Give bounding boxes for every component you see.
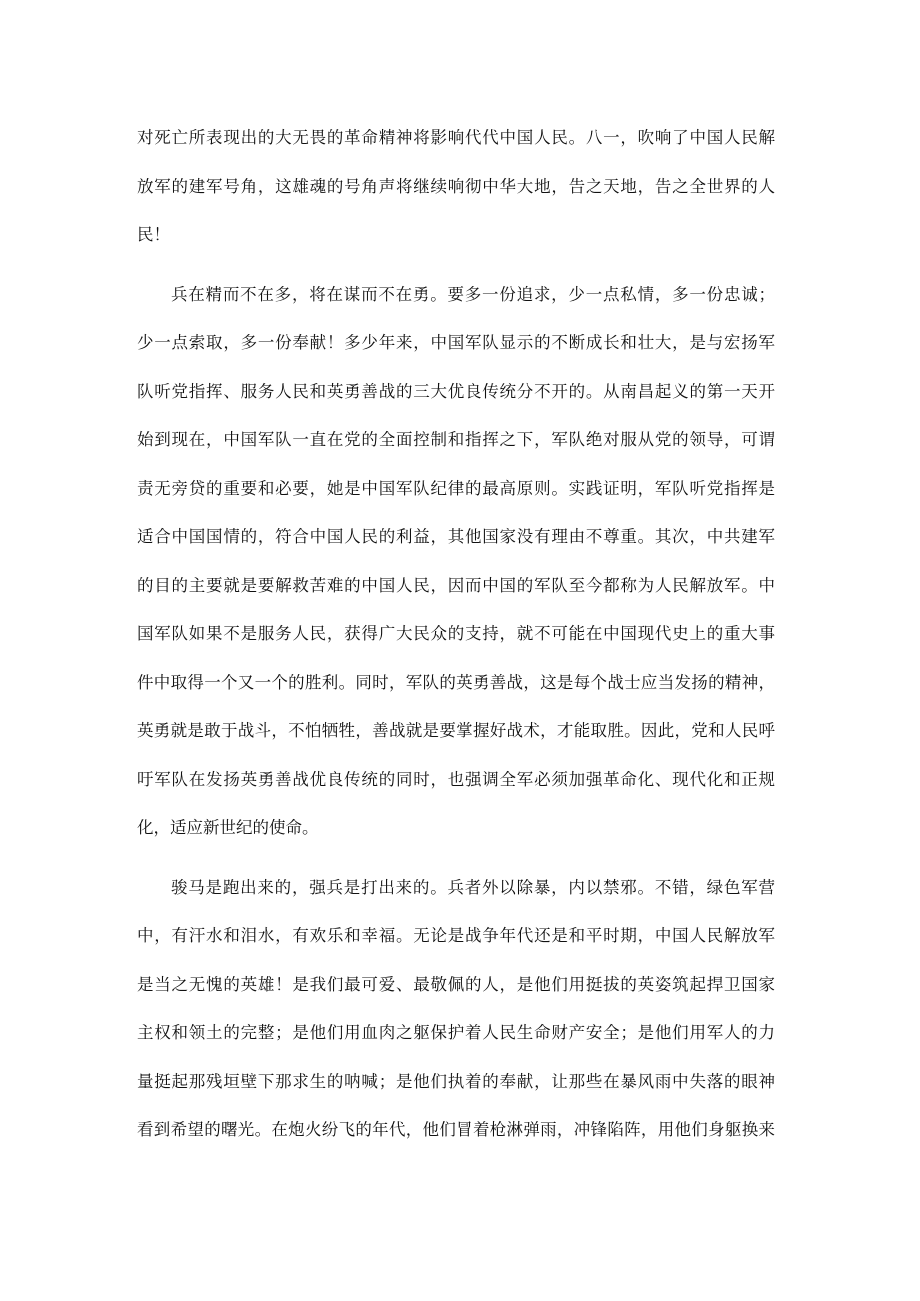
text-line: 吁军队在发扬英勇善战优良传统的同时，也强调全军必须加强革命化、现代化和正规 — [137, 769, 775, 789]
text-line: 骏马是跑出来的，强兵是打出来的。兵者外以除暴，内以禁邪。不错，绿色军营 — [171, 877, 775, 897]
text-line: 对死亡所表现出的大无畏的革命精神将影响代代中国人民。八一，吹响了中国人民解 — [137, 128, 775, 147]
text-line: 主权和领土的完整；是他们用血肉之躯保护着人民生命财产安全；是他们用军人的力 — [137, 1023, 775, 1042]
text-line: 的目的主要就是要解救苦难的中国人民，因而中国的军队至今都称为人民解放军。中 — [137, 575, 775, 595]
text-line: 是当之无愧的英雄！是我们最可爱、最敬佩的人，是他们用挺拔的英姿筑起捍卫国家 — [137, 974, 775, 994]
text-line: 国军队如果不是服务人民，获得广大民众的支持，就不可能在中国现代史上的重大事 — [137, 624, 775, 643]
paragraph-2 — [137, 271, 775, 853]
text-line: 化，适应新世纪的使命。 — [137, 818, 319, 837]
document-page — [137, 114, 775, 1166]
text-line: 责无旁贷的重要和必要，她是中国军队纪律的最高原则。实践证明，军队听党指挥是 — [137, 478, 775, 498]
text-line: 队听党指挥、服务人民和英勇善战的三大优良传统分不开的。从南昌起义的第一天开 — [137, 381, 775, 401]
text-line: 民！ — [137, 225, 170, 244]
text-line: 适合中国国情的，符合中国人民的利益，其他国家没有理由不尊重。其次，中共建军 — [137, 527, 775, 546]
paragraph-1 — [137, 114, 775, 260]
paragraph-3 — [137, 864, 775, 1155]
text-line: 件中取得一个又一个的胜利。同时，军队的英勇善战，这是每个战士应当发扬的精神， — [137, 672, 775, 692]
text-line: 少一点索取，多一份奉献！多少年来，中国军队显示的不断成长和壮大，是与宏扬军 — [137, 333, 775, 352]
text-line: 兵在精而不在多，将在谋而不在勇。要多一份追求，少一点私情，多一份忠诚； — [171, 284, 775, 304]
text-line: 中，有汗水和泪水，有欢乐和幸福。无论是战争年代还是和平时期，中国人民解放军 — [137, 926, 775, 945]
text-line: 看到希望的曙光。在炮火纷飞的年代，他们冒着枪淋弹雨，冲锋陷阵，用他们身躯换来 — [137, 1120, 775, 1139]
text-line: 始到现在，中国军队一直在党的全面控制和指挥之下，军队绝对服从党的领导，可谓 — [137, 430, 775, 449]
text-line: 英勇就是敢于战斗，不怕牺牲，善战就是要掌握好战术，才能取胜。因此，党和人民呼 — [137, 721, 775, 740]
text-line: 量挺起那残垣壁下那求生的呐喊；是他们执着的奉献，让那些在暴风雨中失落的眼神 — [137, 1071, 775, 1091]
text-line: 放军的建军号角，这雄魂的号角声将继续响彻中华大地，告之天地，告之全世界的人 — [137, 176, 775, 196]
